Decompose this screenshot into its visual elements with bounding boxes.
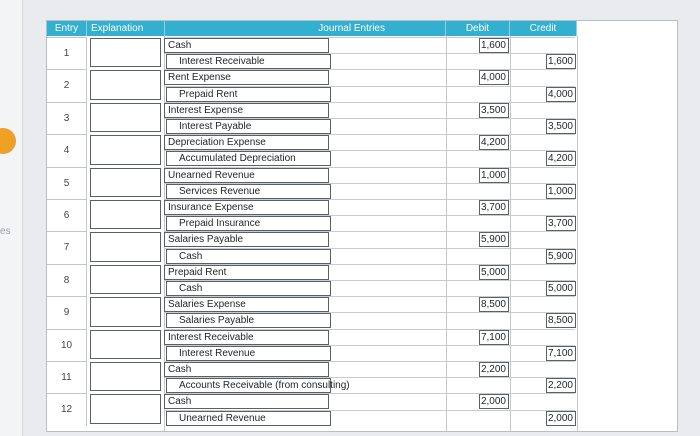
entry-number: 3 xyxy=(47,102,87,134)
table-right-divider xyxy=(577,36,578,431)
entry-number: 11 xyxy=(47,361,87,393)
debit-amount-field[interactable]: 7,100 xyxy=(479,330,509,345)
explanation-input[interactable] xyxy=(90,135,161,164)
credit-account-field[interactable]: Interest Receivable xyxy=(166,54,331,69)
debit-line xyxy=(165,296,575,312)
credit-account-field[interactable]: Cash xyxy=(166,249,331,264)
credit-line xyxy=(165,377,575,393)
debit-account-field[interactable]: Prepaid Rent xyxy=(164,265,329,280)
credit-amount-field[interactable]: 5,900 xyxy=(546,249,576,264)
credit-amount-field[interactable]: 7,100 xyxy=(546,346,576,361)
credit-account-field[interactable]: Unearned Revenue xyxy=(166,411,331,426)
credit-line xyxy=(165,53,575,69)
debit-amount-field[interactable]: 4,200 xyxy=(479,135,509,150)
debit-line xyxy=(165,393,575,409)
credit-account-field[interactable]: Interest Revenue xyxy=(166,346,331,361)
explanation-input[interactable] xyxy=(90,330,161,359)
debit-account-field[interactable]: Cash xyxy=(164,362,329,377)
debit-line xyxy=(165,231,575,247)
credit-amount-field[interactable]: 3,700 xyxy=(546,216,576,231)
debit-account-field[interactable]: Interest Expense xyxy=(164,103,329,118)
debit-amount-field[interactable]: 2,200 xyxy=(479,362,509,377)
credit-line xyxy=(165,280,575,296)
explanation-input[interactable] xyxy=(90,38,161,67)
debit-line xyxy=(165,37,575,53)
debit-amount-field[interactable]: 3,500 xyxy=(479,103,509,118)
explanation-input[interactable] xyxy=(90,265,161,294)
debit-amount-field[interactable]: 5,900 xyxy=(479,232,509,247)
explanation-input[interactable] xyxy=(90,200,161,229)
debit-amount-field[interactable]: 8,500 xyxy=(479,297,509,312)
credit-amount-field[interactable]: 8,500 xyxy=(546,313,576,328)
explanation-input[interactable] xyxy=(90,103,161,132)
debit-line xyxy=(165,361,575,377)
credit-line xyxy=(165,86,575,102)
explanation-input[interactable] xyxy=(90,168,161,197)
sidebar-text-fragment: es xyxy=(0,226,11,237)
credit-account-field[interactable]: Cash xyxy=(166,281,331,296)
debit-line xyxy=(165,264,575,280)
credit-amount-field[interactable]: 5,000 xyxy=(546,281,576,296)
credit-amount-field[interactable]: 1,600 xyxy=(546,54,576,69)
credit-line xyxy=(165,410,575,426)
credit-account-field[interactable]: Interest Payable xyxy=(166,119,331,134)
credit-line xyxy=(165,345,575,361)
journal-entries-table xyxy=(46,20,678,432)
debit-account-field[interactable]: Cash xyxy=(164,38,329,53)
explanation-input[interactable] xyxy=(90,297,161,326)
debit-amount-field[interactable]: 3,700 xyxy=(479,200,509,215)
explanation-input[interactable] xyxy=(90,394,161,423)
debit-line xyxy=(165,102,575,118)
credit-amount-field[interactable]: 4,200 xyxy=(546,151,576,166)
credit-account-field[interactable]: Prepaid Rent xyxy=(166,87,331,102)
orange-indicator-icon xyxy=(0,128,16,154)
credit-line xyxy=(165,215,575,231)
debit-account-field[interactable]: Salaries Expense xyxy=(164,297,329,312)
credit-amount-field[interactable]: 1,000 xyxy=(546,184,576,199)
credit-amount-field[interactable]: 4,000 xyxy=(546,87,576,102)
explanation-input[interactable] xyxy=(90,70,161,99)
debit-line xyxy=(165,134,575,150)
credit-line xyxy=(165,118,575,134)
entry-number: 7 xyxy=(47,231,87,263)
debit-amount-field[interactable]: 4,000 xyxy=(479,70,509,85)
explanation-input[interactable] xyxy=(90,362,161,391)
entry-number: 4 xyxy=(47,134,87,166)
credit-amount-field[interactable]: 2,200 xyxy=(546,378,576,393)
entry-number: 9 xyxy=(47,296,87,328)
debit-amount-field[interactable]: 5,000 xyxy=(479,265,509,280)
entry-number: 10 xyxy=(47,329,87,361)
credit-account-field[interactable]: Services Revenue xyxy=(166,184,331,199)
credit-line xyxy=(165,150,575,166)
debit-account-field[interactable]: Salaries Payable xyxy=(164,232,329,247)
debit-line xyxy=(165,199,575,215)
debit-account-field[interactable]: Rent Expense xyxy=(164,70,329,85)
credit-account-field[interactable]: Prepaid Insurance xyxy=(166,216,331,231)
debit-line xyxy=(165,329,575,345)
left-sidebar-strip xyxy=(0,0,23,436)
header-explanation: Explanation xyxy=(87,21,165,36)
credit-account-field[interactable]: Accounts Receivable (from consulting) xyxy=(166,378,331,393)
debit-amount-field[interactable]: 1,000 xyxy=(479,168,509,183)
header-debit: Debit xyxy=(446,21,510,36)
header-credit: Credit xyxy=(510,21,577,36)
debit-account-field[interactable]: Interest Receivable xyxy=(164,330,329,345)
explanation-input[interactable] xyxy=(90,232,161,261)
credit-account-field[interactable]: Accumulated Depreciation xyxy=(166,151,331,166)
debit-account-field[interactable]: Cash xyxy=(164,394,329,409)
header-spacer xyxy=(577,21,677,36)
entry-number: 12 xyxy=(47,393,87,425)
debit-account-field[interactable]: Insurance Expense xyxy=(164,200,329,215)
debit-amount-field[interactable]: 1,600 xyxy=(479,38,509,53)
credit-account-field[interactable]: Salaries Payable xyxy=(166,313,331,328)
debit-account-field[interactable]: Unearned Revenue xyxy=(164,168,329,183)
entry-number: 2 xyxy=(47,69,87,101)
entry-number: 8 xyxy=(47,264,87,296)
debit-account-field[interactable]: Depreciation Expense xyxy=(164,135,329,150)
debit-amount-field[interactable]: 2,000 xyxy=(479,394,509,409)
entry-number: 5 xyxy=(47,167,87,199)
entry-number: 6 xyxy=(47,199,87,231)
credit-amount-field[interactable]: 2,000 xyxy=(546,411,576,426)
entry-number: 1 xyxy=(47,37,87,69)
debit-line xyxy=(165,69,575,85)
credit-line xyxy=(165,183,575,199)
credit-line xyxy=(165,312,575,328)
credit-amount-field[interactable]: 3,500 xyxy=(546,119,576,134)
debit-line xyxy=(165,167,575,183)
header-entry: Entry xyxy=(47,21,87,36)
credit-line xyxy=(165,248,575,264)
header-journal-entries: Journal Entries xyxy=(165,21,446,36)
